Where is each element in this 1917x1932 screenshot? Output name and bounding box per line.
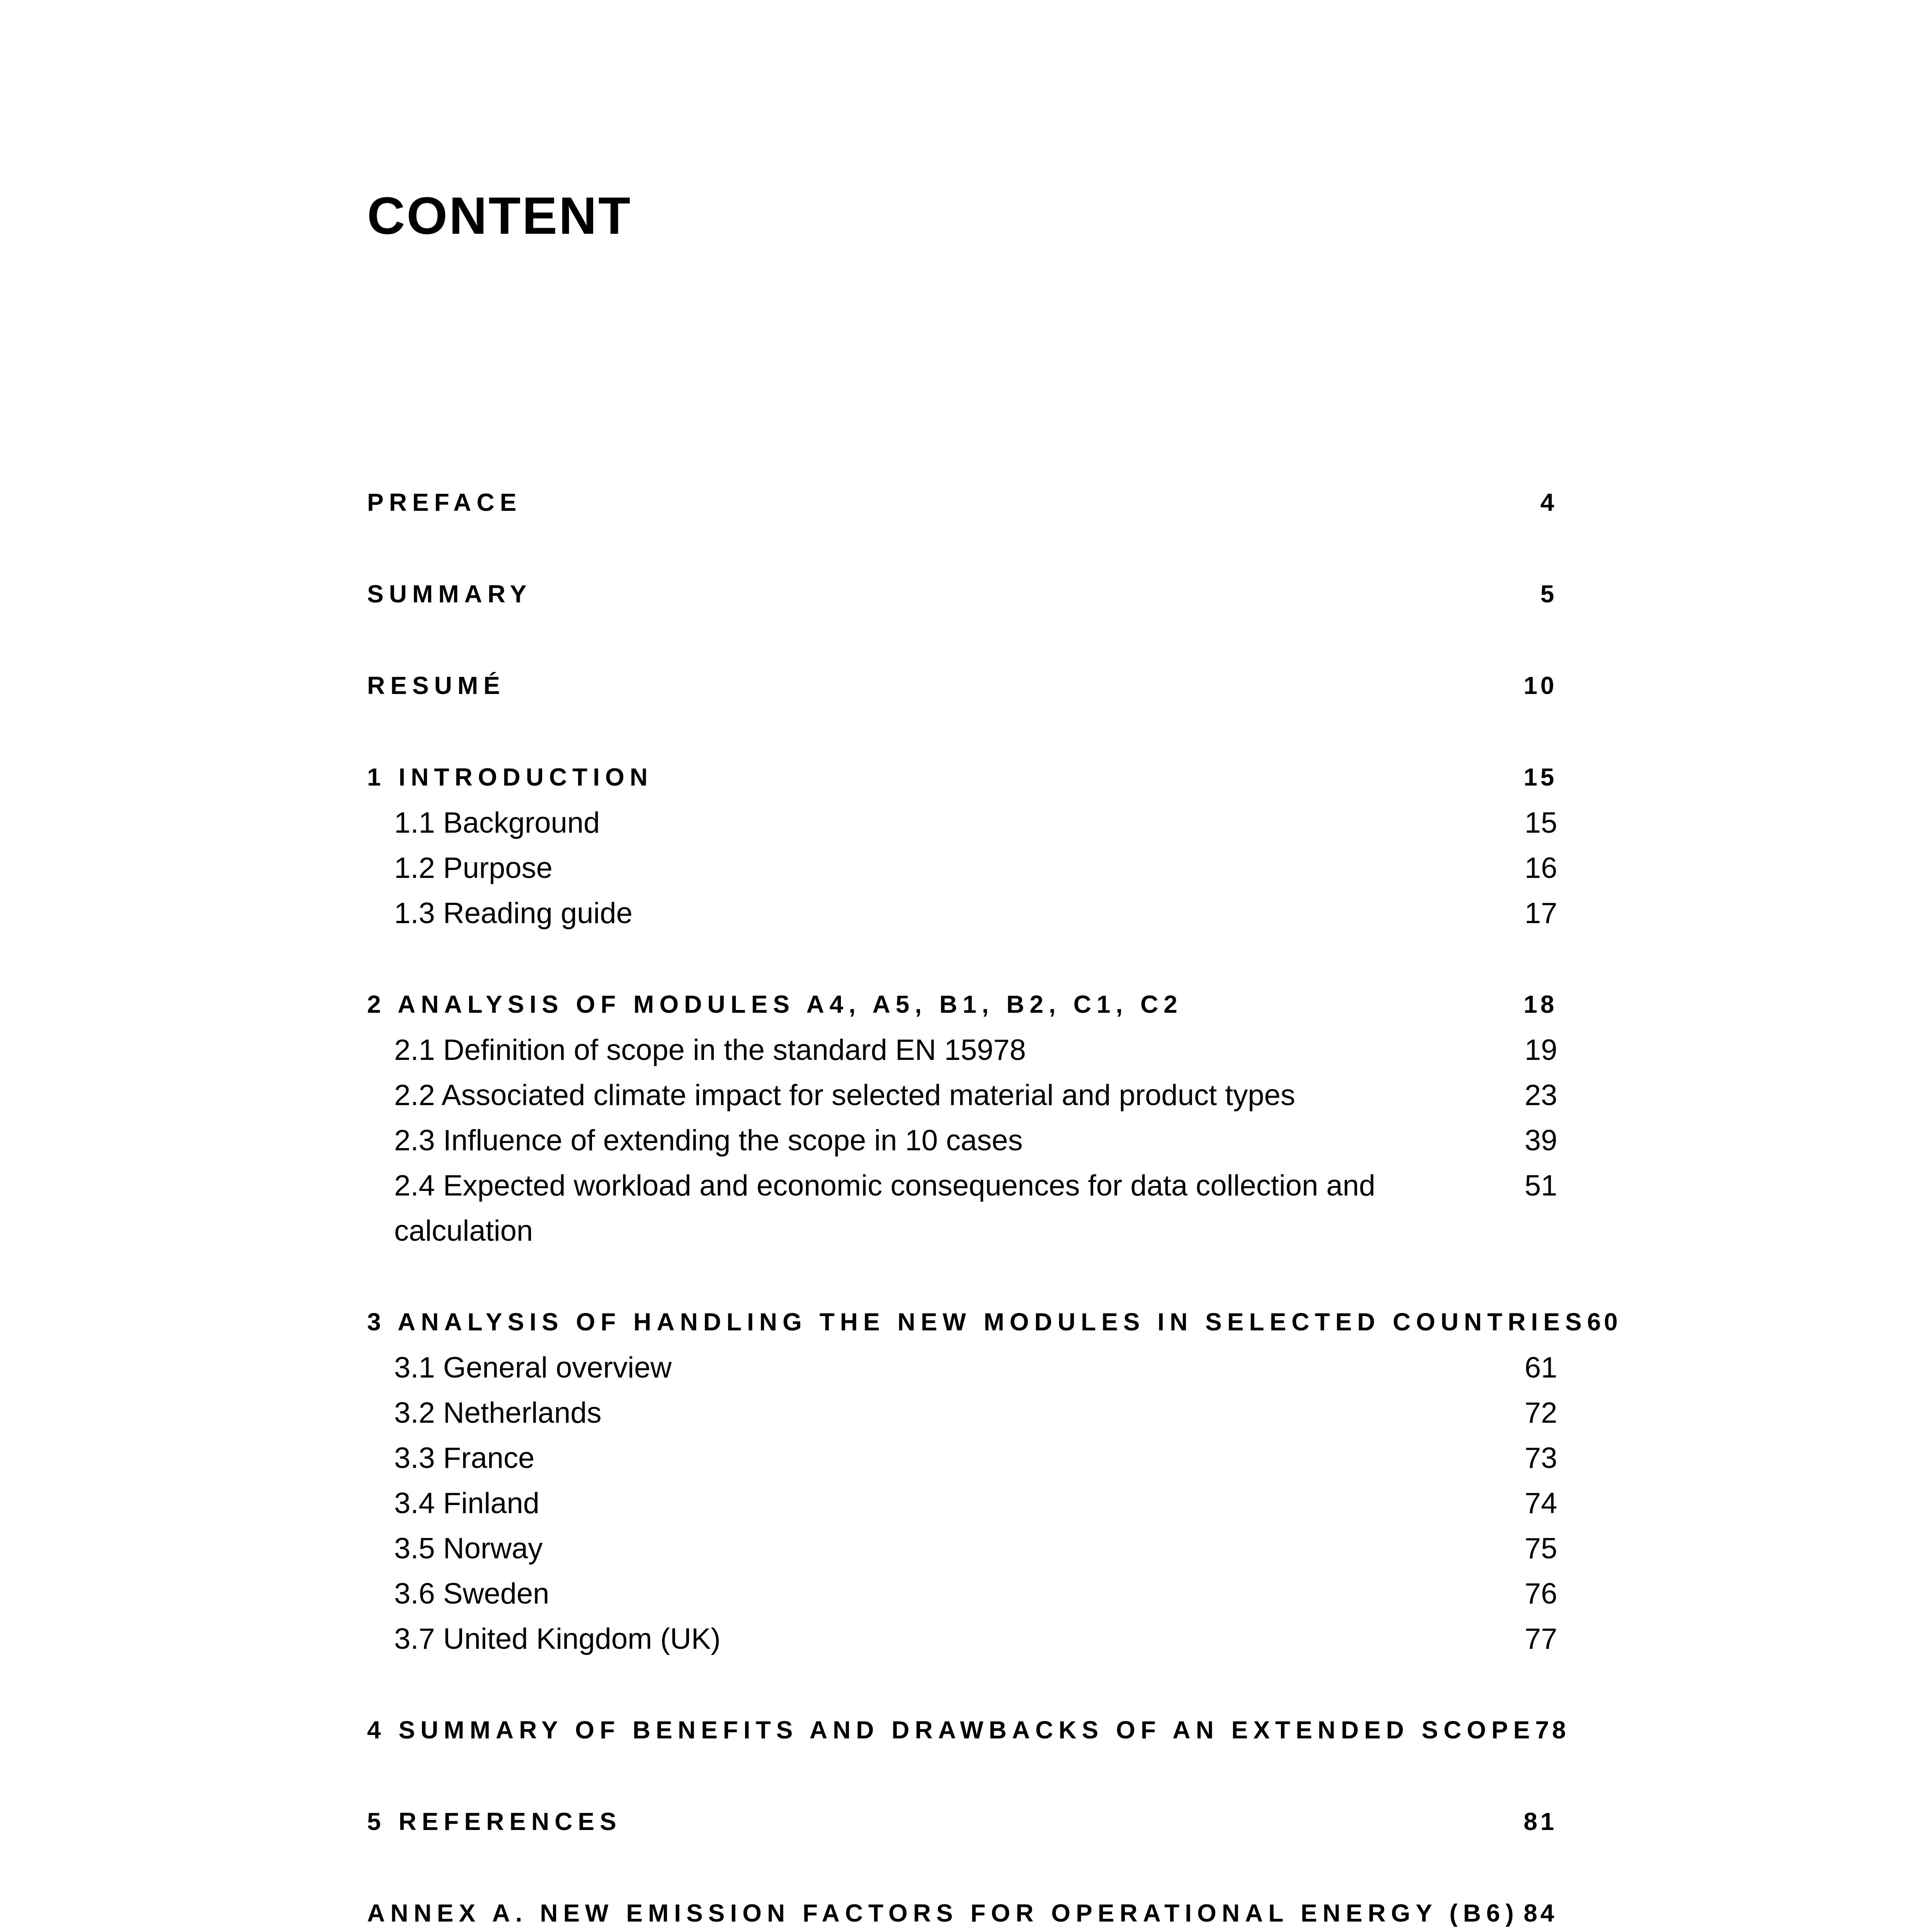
toc-heading-entry[interactable] [367, 479, 1557, 526]
toc-heading-page-number: 78 [1535, 1716, 1569, 1744]
toc-subsection-label: 3.2 Netherlands [394, 1396, 602, 1429]
toc-section [367, 479, 1557, 526]
toc-subsection-label: 3.7 United Kingdom (UK) [394, 1622, 721, 1655]
toc-subsection-page-number: 51 [1524, 1169, 1557, 1202]
toc-subsection-label: 2.1 Definition of scope in the standard EN 15978 [394, 1034, 1026, 1066]
toc-subsection-label: 1.3 Reading guide [394, 897, 633, 930]
toc-subsection-entry[interactable] [367, 1163, 1557, 1253]
toc-subsection-label: 3.6 Sweden [394, 1577, 549, 1610]
toc-subsection-page-number: 73 [1524, 1442, 1557, 1475]
toc-subsection-entry[interactable] [367, 1526, 1557, 1571]
toc-heading-label: 2 ANALYSIS OF MODULES A4, A5, B1, B2, C1, C2 [367, 990, 1183, 1018]
toc-subsection-page-number: 74 [1524, 1487, 1557, 1520]
toc-heading-label: RESUMÉ [367, 672, 505, 699]
toc-subsection-entry[interactable] [367, 1073, 1557, 1118]
toc-subsection-entry[interactable] [367, 1571, 1557, 1616]
toc-heading-page-number: 5 [1540, 580, 1557, 608]
toc-subsection-label: 2.4 Expected workload and economic consequences for data collection and calculation [394, 1169, 1376, 1247]
toc-subsection-page-number: 17 [1524, 897, 1557, 930]
toc-heading-page-number: 4 [1540, 488, 1557, 516]
toc-subsection-page-number: 15 [1524, 806, 1557, 839]
toc-subsection-page-number: 61 [1524, 1351, 1557, 1384]
toc-subsection-entry[interactable] [367, 1345, 1557, 1390]
toc-subsection-page-number: 39 [1524, 1124, 1557, 1157]
toc-section [367, 1890, 1557, 1932]
toc-section [367, 1299, 1621, 1662]
toc-subsection-entry[interactable] [367, 1616, 1557, 1662]
toc-subsection-page-number: 72 [1524, 1396, 1557, 1429]
toc-heading-label: 1 INTRODUCTION [367, 763, 653, 791]
toc-section [367, 754, 1557, 936]
toc-heading-page-number: 81 [1523, 1808, 1557, 1835]
toc-heading-entry[interactable] [367, 1299, 1621, 1345]
toc-heading-label: PREFACE [367, 488, 522, 516]
toc-section [367, 571, 1557, 617]
toc-heading-label: SUMMARY [367, 580, 532, 608]
toc-heading-entry[interactable] [367, 1707, 1569, 1753]
page-title: CONTENT [367, 186, 632, 245]
toc-subsection-entry[interactable] [367, 1118, 1557, 1163]
toc-heading-label: 3 ANALYSIS OF HANDLING THE NEW MODULES IN SELECTED COUNTRIES [367, 1308, 1587, 1336]
toc-section [367, 1707, 1569, 1753]
toc-heading-entry[interactable] [367, 1798, 1557, 1845]
toc-subsection-label: 3.4 Finland [394, 1487, 540, 1520]
toc-section [367, 981, 1557, 1253]
toc-heading-label: 4 SUMMARY OF BENEFITS AND DRAWBACKS OF AN EXTENDED SCOPE [367, 1716, 1535, 1744]
toc-subsection-entry[interactable] [367, 1481, 1557, 1526]
toc-heading-label: ANNEX A. NEW EMISSION FACTORS FOR OPERATIONAL ENERGY (B6) [367, 1899, 1519, 1927]
toc-subsection-entry[interactable] [367, 1435, 1557, 1481]
toc-subsection-label: 1.2 Purpose [394, 852, 553, 884]
toc-subsection-page-number: 23 [1524, 1079, 1557, 1112]
toc-heading-entry[interactable] [367, 981, 1557, 1027]
toc-heading-entry[interactable] [367, 1890, 1557, 1932]
toc-subsection-entry[interactable] [367, 1027, 1557, 1073]
toc-heading-page-number: 84 [1523, 1899, 1557, 1927]
toc-subsection-label: 2.3 Influence of extending the scope in 10 cases [394, 1124, 1023, 1157]
toc-subsection-page-number: 19 [1524, 1034, 1557, 1066]
toc-heading-page-number: 60 [1587, 1308, 1621, 1336]
toc-section [367, 662, 1557, 709]
toc-subsection-entry[interactable] [367, 1390, 1557, 1435]
toc-heading-page-number: 18 [1523, 990, 1557, 1018]
toc-subsection-page-number: 75 [1524, 1532, 1557, 1565]
toc-heading-label: 5 REFERENCES [367, 1808, 622, 1835]
toc-subsection-label: 3.3 France [394, 1442, 535, 1475]
toc-subsection-entry[interactable] [367, 800, 1557, 845]
toc-subsection-page-number: 76 [1524, 1577, 1557, 1610]
toc-subsection-entry[interactable] [367, 891, 1557, 936]
toc-heading-page-number: 10 [1523, 672, 1557, 699]
toc-heading-entry[interactable] [367, 754, 1557, 800]
toc-heading-page-number: 15 [1523, 763, 1557, 791]
toc-subsection-page-number: 16 [1524, 852, 1557, 884]
toc-subsection-label: 3.5 Norway [394, 1532, 543, 1565]
toc-subsection-page-number: 77 [1524, 1622, 1557, 1655]
toc-section [367, 1798, 1557, 1845]
toc-subsection-entry[interactable] [367, 845, 1557, 891]
table-of-contents [367, 479, 1621, 1932]
toc-heading-entry[interactable] [367, 662, 1557, 709]
toc-subsection-label: 2.2 Associated climate impact for selected material and product types [394, 1079, 1295, 1112]
toc-subsection-label: 1.1 Background [394, 806, 600, 839]
toc-heading-entry[interactable] [367, 571, 1557, 617]
toc-subsection-label: 3.1 General overview [394, 1351, 672, 1384]
